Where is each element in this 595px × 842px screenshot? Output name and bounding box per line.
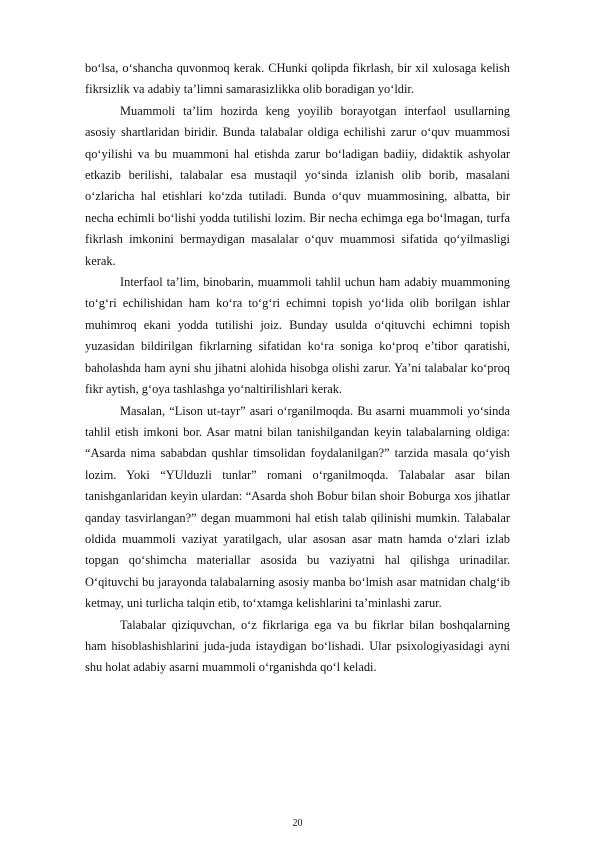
- paragraph-1: bo‘lsa, o‘shancha quvonmoq kerak. CHunki qolipda fikrlash, bir xil xulosaga kelish fikrsizlik va adabiy ta’limni samarasizlikka olib boradigan yo‘ldir.: [85, 61, 510, 97]
- paragraph-4: Masalan, “Lison ut-tayr” asari o‘rganilmoqda. Bu asarni muammoli yo‘sinda tahlil etish imkoni bor. Asar matni bilan tanishilgandan keyin talabalarning oldiga: “Asarda nima sababdan qushlar timsolidan foydalanilgan?” tarzida masala qo‘yish lozim. Yoki “YUlduzli tunlar” romani o‘rganilmoqda. Talabalar asar bilan tanishganlaridan keyin ulardan: “Asarda shoh Bobur bilan shoir Boburga xos jihatlar qanday tasvirlangan?” degan muammoni hal etish talab qilinishi mumkin. Talabalar oldida muammoli vaziyat yaratilgach, ular asosan asar matn hamda o‘zlari izlab topgan qo‘shimcha materiallar asosida bu vaziyatni hal qilishga urinadilar. O‘qituvchi bu jarayonda talabalarning asosiy manba bo‘lmish asar matnidan chalg‘ib ketmay, uni turlicha talqin etib, to‘xtamga kelishlarini ta’minlashi zarur.: [85, 403, 510, 611]
- paragraph-2: Muammoli ta’lim hozirda keng yoyilib borayotgan interfaol usullarning asosiy shartlaridan biridir. Bunda talabalar oldiga echilishi zarur o‘quv muammosi qo‘yilishi va bu muammoni hal etishda zarur bo‘ladigan badiiy, didaktik ashyolar etkazib berilishi, talabalar esa mustaqil yo‘sinda izlanish olib borib, masalani o‘zlaricha hal etishlari ko‘zda tutiladi. Bunda o‘quv muammosining, albatta, bir necha echimli bo‘lishi yodda tutilishi lozim. Bir necha echimga ega bo‘lmagan, turfa fikrlash imkonini bermaydigan masalalar o‘quv muammosi sifatida qo‘yilmasligi kerak.: [85, 103, 510, 268]
- paragraph-3: Interfaol ta’lim, binobarin, muammoli tahlil uchun ham adabiy muammoning to‘g‘ri echilishidan ham ko‘ra to‘g‘ri echimni topish yo‘lida olib borilgan ishlar muhimroq ekani yodda tutilishi joiz. Bunday usulda o‘qituvchi echimni topish yuzasidan bildirilgan fikrlarning sifatidan ko‘ra soniga ko‘proq e’tibor qaratishi, baholashda ham ayni shu jihatni alohida hisobga olishi zarur. Ya’ni talabalar ko‘proq fikr aytish, g‘oya tashlashga yo‘naltirilishlari kerak.: [85, 275, 510, 397]
- page-number: 20: [292, 818, 303, 829]
- document-body: [85, 58, 510, 679]
- paragraph-5: Talabalar qiziquvchan, o‘z fikrlariga ega va bu fikrlar bilan boshqalarning ham hisoblashishlarini juda-juda istaydigan bo‘lishadi. Ular psixologiyasidagi ayni shu holat adabiy asarni muammoli o‘rganishda qo‘l keladi.: [85, 617, 510, 675]
